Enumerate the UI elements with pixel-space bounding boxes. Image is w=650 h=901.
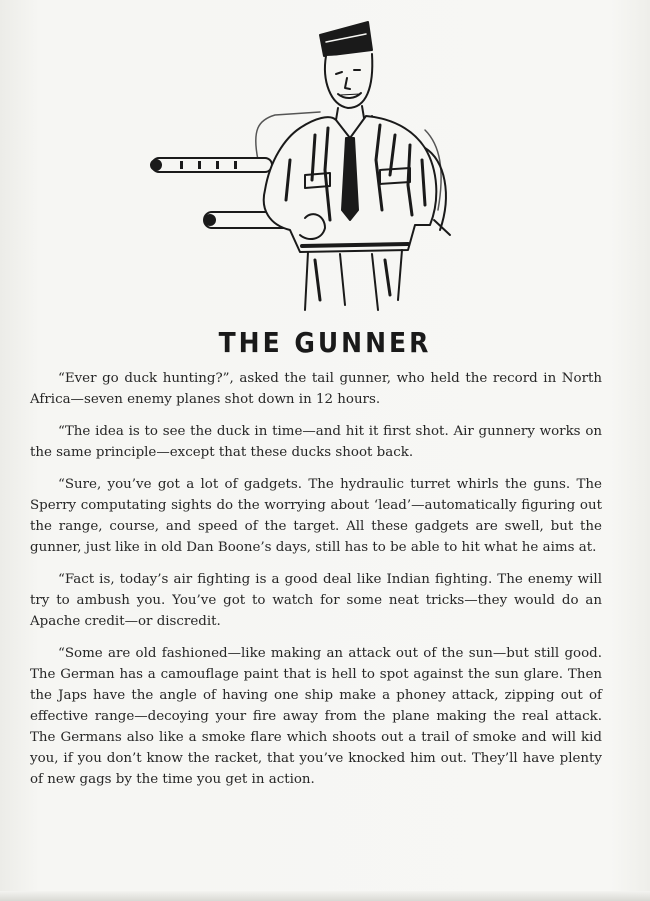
paragraph: “The idea is to see the duck in time—and hit it first shot. Air gunnery works on the same principle—except that these ducks shoot back. xyxy=(30,424,602,460)
paragraph: “Sure, you’ve got a lot of gadgets. The hydraulic turret whirls the guns. The Sperry computating sights do the worrying about ‘lead’—automatically figuring out the range, course, and speed of the target. All these gadgets are swell, but the gunner, just like in old Dan Boone’s days, still has to be able to hit what he aims at. xyxy=(30,477,602,555)
paragraph: “Ever go duck hunting?”, asked the tail gunner, who held the record in North Africa—seven enemy planes shot down in 12 hours. xyxy=(30,371,602,407)
paragraph: “Some are old fashioned—like making an attack out of the sun—but still good. The German has a camouflage paint that is hell to spot against the sun glare. Then the Japs have the angle of having one ship make a phoney attack, zipping out of effective range—decoying your fire away from the plane making the real attack. The Germans also like a smoke flare which shoots out a trail of smoke and will kid you, if you don’t know the racket, that you’ve knocked him out. They’ll have plenty of new gags by the time you get in action. xyxy=(30,646,602,787)
gunner-with-machine-guns-illustration xyxy=(140,10,470,315)
page-bottom-edge xyxy=(0,891,650,901)
article-body xyxy=(30,368,602,801)
paragraph: “Fact is, today’s air fighting is a good deal like Indian fighting. The enemy will try to ambush you. You’ve got to watch for some neat tricks—they would do an Apache credit—or discredit. xyxy=(30,572,602,629)
page-title: THE GUNNER xyxy=(218,326,432,359)
